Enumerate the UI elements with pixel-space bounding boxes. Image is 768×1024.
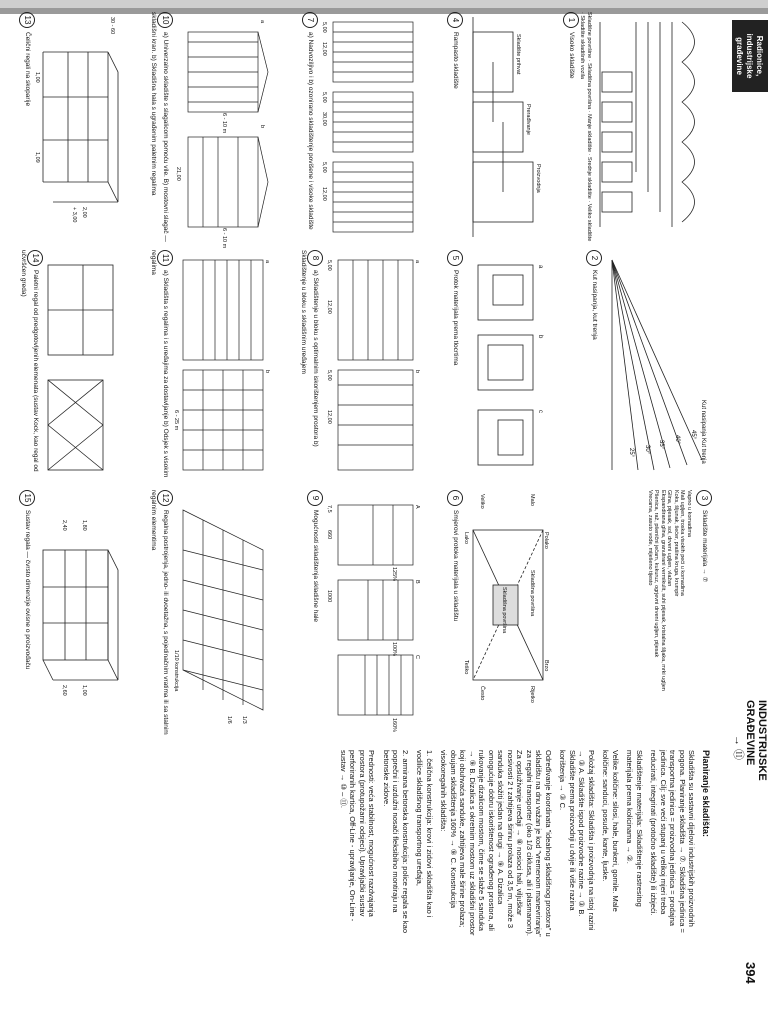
figure-7-label-0: 12,00	[321, 42, 327, 56]
figure-10-label-b: b	[259, 125, 265, 129]
text-heading: Planiranje skladišta:	[701, 750, 711, 838]
figure-6-label-3: Skladišna površina	[529, 570, 535, 617]
figure-8-label-a: a	[414, 260, 420, 264]
figure-6-label-1: Brzo	[543, 660, 549, 672]
figure-12-caption: 12Regalna postrojenja, jedno- ili dvoetažna, s pojedinačnim vratima ili sa stalnim regalnim elementima	[149, 490, 173, 740]
figure-9-label-3: 7,5	[326, 505, 332, 513]
text-paragraph: Skladišta su sastavni dijelovi industrijskih proizvodnih pogona. Planiranje skladišta → ⑦. Skladišna jedinica = transportna jedinica = proizvodna jedinica = prodajna jedinica. Cilj: sve veći stupanj u velikoj mjeri treba reducirati, integrirati (protočno skladište) ili izbjeći.	[649, 750, 697, 933]
figure-9-label-6: 160%	[391, 718, 397, 733]
figure-12-label-0: 1/3	[241, 716, 247, 724]
figure-1	[562, 12, 712, 242]
figure-12	[133, 490, 273, 740]
figure-8-label-3: 12,00	[326, 300, 332, 314]
text-paragraph: Skladištenje materijala: Skladištenje rastresitog materijala prema kolicinama → ②.	[625, 750, 644, 907]
figure-10-drawing	[173, 12, 273, 249]
figure-4	[433, 12, 553, 242]
figure-12-label-2: 1/10 konstrukcija	[173, 650, 179, 692]
figure-10-label-4: 6 - 10 m	[221, 228, 227, 249]
angle-45: 45°	[690, 430, 696, 440]
figure-15-caption: 15Sustav regala — čvrsto dimenzije ovisne o proizvođaču	[19, 490, 35, 740]
figure-9-drawing	[323, 490, 423, 740]
figure-4-label-1: Prerađivanje	[525, 104, 531, 135]
figure-4-label-0: Skladište prihvat	[515, 34, 521, 75]
figure-13-label-2: 1,09	[34, 152, 40, 163]
figure-13-label-0: 30 - 60	[109, 17, 115, 35]
figure-5-label-b: b	[537, 335, 543, 339]
figure-6-caption: 6Smjerovi protoka materijala u skladištu	[447, 490, 463, 740]
figure-11-label-b: b	[264, 370, 270, 374]
figure-2-axis-label: Kut nasipanja Kut trenja	[700, 400, 706, 464]
figure-11	[133, 250, 273, 480]
figure-8-caption: 8a) Skladištenje u bloku s optimalnim iskorištenjem prostora b) Skladištenje u bloku s skladišnim uređajem	[299, 250, 323, 480]
text-paragraph: Velike količine: silosi, hale, bunkeri, gomile. Male količine: sanduci, posude, kante, ljuske.	[601, 750, 620, 912]
figure-9-label-a: A	[414, 505, 420, 509]
figure-4-label-2: Proizvodnja	[535, 164, 541, 193]
figure-15-label-2: 1,00	[81, 685, 87, 696]
figure-6-label-9: Teško	[463, 660, 469, 675]
figure-10-caption: 10a) Univerzalno skladište s slagalicom pomoću vile. B) mostovni slagač — skladišni kran. b) Skladišna hala s ugrađenim paletnim regalima	[149, 12, 173, 242]
text-paragraph: Prednosti: veća stabilnost, mogućnost razdvajanja prostora (protupožarni odsjeci). Upravljački sustav perforiranih kartica, Off-Line - upravljanje, On-Line - sustav → ⑩ – ⑪.	[339, 750, 377, 922]
figure-9-label-8: 125%	[391, 567, 397, 582]
figure-10-label-3: 21,00	[175, 167, 181, 181]
figure-10-label-2: 6 - 10 m	[221, 113, 227, 134]
figure-12-drawing	[173, 490, 273, 740]
figure-14	[8, 250, 123, 480]
figure-5	[433, 250, 553, 480]
figure-9-caption: 9Mogućnosti skladištenja skladišne hale	[307, 490, 323, 740]
figure-13-label-4: + 3,00	[71, 207, 77, 223]
figure-6-label-0: Polako	[543, 532, 549, 549]
figure-15-drawing	[35, 490, 123, 740]
figure-6	[433, 490, 553, 740]
figure-4-caption: 4Rampasto skladište	[447, 12, 463, 242]
page-number: 394	[743, 962, 758, 984]
figure-13-drawing	[35, 12, 123, 242]
figure-6-label-4: Rijetko	[529, 686, 535, 703]
figure-1-drawing	[592, 12, 712, 242]
figure-9-label-7: 100%	[391, 642, 397, 657]
figure-9-label-c: C	[414, 655, 420, 659]
figure-13	[8, 12, 123, 242]
figure-13-label-3: 2,00	[81, 207, 87, 218]
text-column	[334, 750, 711, 940]
figure-6-label-2: Malo	[529, 494, 535, 506]
figure-2-drawing	[602, 250, 712, 480]
figure-13-caption: 13Čelični regali na skoparije	[19, 12, 35, 242]
figure-15-label-1: 2,40	[61, 520, 67, 531]
angle-30: 30°	[644, 445, 650, 455]
figure-5-drawing	[463, 250, 553, 480]
figure-11-label-2: 6 - 25 m	[173, 410, 179, 431]
figure-8-label-5: 12,00	[326, 410, 332, 424]
figure-15-label-0: 1,80	[81, 520, 87, 531]
figure-3-caption: 3Skladište materijala → ⑦	[696, 490, 712, 740]
figure-3-list: Vapno u komadima Mali ugljen, troska visokih peći u komadima Koks, šljunak, šećer, prašina kruga, krumpir Glina, pijesak, sol, drveni ugljen, vlažan Ekspandirana glina, granulirani vermikulit, suhi pijesak, kristalna šljaka, mrki ugljen Pšenica, raž, pšenični ječam, kukuruz, ogrjevni drveni ugljen, pijesak Vrecama, zasuto vode, miješeno tijesto	[647, 490, 692, 691]
figure-7-drawing	[318, 12, 423, 242]
figure-7-label-4: 12,00	[321, 187, 327, 201]
figure-6-label-5: Veliko	[479, 494, 485, 509]
figure-9-label-4: 660	[326, 530, 332, 540]
figure-12-label-1: 1/6	[226, 716, 232, 724]
figure-7-label-5: 5,00	[321, 162, 327, 173]
figure-6-drawing	[463, 490, 553, 740]
angle-25: 25°	[628, 448, 634, 458]
text-paragraph: Određivanje koordinata "idealnog skladišnog prostora" u skladištu na dnu važan je kod "vremenom manevriranja" za regalni transporter (oko 1/3 ciklusa, ali i plasmanom). Za opsluživanje uređaji → ⑧ nosioci hali, viljuškar nosivosti 2 t zahtijeva širinu prolaza od 3,5 m, može 3 sanduka složiti jedan na drugi → ⑨ A. Dizalica omogućuje dobru iskorištenost ograđenog prostora, ali rukovanje dizalicom mostom, čime se slaže 5 sanduka → ⑨ B. Dizalica s okretnim mostom uz skladišni prostor koji obuhvaća sanduke, zahtijeva male širine prolaza; obujam skladištenja 160% → ⑨ C. Konstrukcija visokoregalnih skladišta:	[439, 750, 553, 937]
figure-1-caption: 1Visoko skladište	[563, 12, 579, 242]
figure-1-labels: Skladišne površine · Skladišna površina · Manje skladište · Srednje skladište · Veliko skladište · Skladište skladišnih vozila	[579, 12, 592, 242]
figure-2	[562, 250, 712, 480]
figure-14-drawing	[43, 250, 123, 480]
figure-5-label-a: a	[537, 265, 543, 269]
figure-15-label-3: 2,60	[61, 685, 67, 696]
figure-2-caption: 2Kut nasipanja, kut trenja	[586, 250, 602, 480]
figure-7-label-1: 5,00	[321, 22, 327, 33]
figure-10-label-a: a	[259, 20, 265, 24]
figure-4-drawing	[463, 12, 553, 242]
figure-7	[283, 12, 423, 242]
figure-8-label-4: 5,00	[326, 370, 332, 381]
figure-13-label-1: 1,00	[34, 72, 40, 83]
figure-7-caption: 7a) Nadvoziljivo i b) ozonirano skladištenje povišene i visoke skladište	[302, 12, 318, 242]
figure-8-drawing	[323, 250, 423, 480]
figure-8-label-b: b	[414, 370, 420, 374]
figure-6-label-6: Skladišna površina	[501, 587, 507, 634]
figure-8	[283, 250, 423, 480]
figure-6-label-8: Lako	[463, 532, 469, 544]
figure-7-label-2: 30,00	[321, 112, 327, 126]
figure-10	[133, 12, 273, 249]
figure-15	[8, 490, 123, 740]
figure-6-label-7: Često	[479, 686, 485, 701]
figure-5-label-c: c	[537, 410, 543, 413]
angle-40: 40°	[674, 435, 680, 445]
figure-7-label-3: 5,00	[321, 92, 327, 103]
text-paragraph: 1. čelična konstrukcija: krovi i zidovi skladišta kao i vodilice skladišnog transportnog uređaja,	[415, 750, 434, 918]
section-tab: Radionice, industrijske građevine	[732, 20, 768, 92]
figure-9	[283, 490, 423, 740]
figure-11-caption: 11a) Skladišta s regalima i s uređajima za dostavljanje b) Odsjek s visokim regalima	[149, 250, 173, 480]
figure-8-label-2: 5,00	[326, 260, 332, 271]
figure-9-label-5: 1000	[326, 590, 332, 603]
angle-35: 35°	[658, 440, 664, 450]
figure-3	[562, 490, 712, 740]
text-paragraph: 2. armirana betonska konstrukcija: police regala se kao poprečni i uzdužni nosači fleksibilno montiraju na betonske zidove.	[382, 750, 410, 934]
figure-14-caption: 14Paletni regal od predgotovljenih elemenata (sustav Kock, kao regal od učvršćen greda)	[19, 250, 43, 480]
figure-11-label-a: a	[264, 260, 270, 264]
figure-9-label-b: B	[414, 580, 420, 584]
figure-5-caption: 5Protok materijala prema tlocrtima	[447, 250, 463, 480]
category-title: INDUSTRIJSKE GRAĐEVINE → ⑪	[732, 700, 768, 781]
figure-11-drawing	[173, 250, 273, 480]
text-paragraph: Položaj skladišta: Skladišta i proizvodnja na istoj razini → ③ A. Skladište ispod proizvodne razine → ③ B. Skladište prema proizvodnji u dvije ili više razina korištenja → ③ C.	[558, 750, 596, 931]
